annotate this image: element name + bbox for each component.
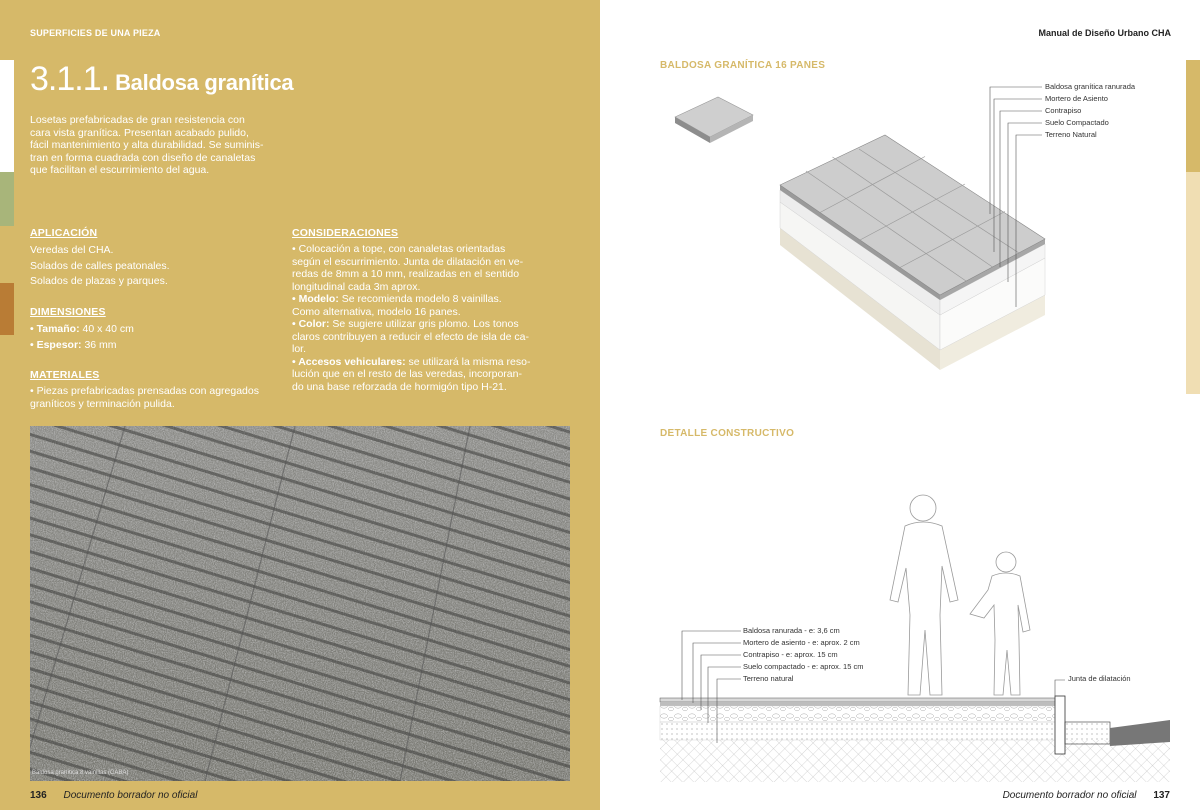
section-terreno-cross (660, 740, 1170, 782)
consideraciones-text (292, 243, 542, 393)
human-silhouettes (880, 490, 1060, 700)
section-contrapiso (660, 706, 1055, 722)
intro-line: tran en forma cuadrada con diseño de canaletas (30, 151, 256, 164)
tile-top (675, 97, 753, 137)
footer-left (30, 790, 197, 801)
modelo-label: • Modelo: (292, 293, 339, 305)
single-tile-drawing (670, 95, 760, 155)
adult-head (910, 495, 936, 521)
iso-label-suelo: Suelo Compactado (1045, 118, 1109, 127)
tile-photo-image (30, 426, 570, 781)
aplicacion-item: Veredas del CHA. (30, 244, 114, 256)
adult-body (890, 522, 958, 695)
right-tab-cream (1186, 172, 1200, 394)
detail-heading: DETALLE CONSTRUCTIVO (660, 428, 795, 439)
right-tab-mustard (1186, 60, 1200, 172)
modelo-line (292, 293, 542, 306)
consideraciones-line: • Colocación a tope, con canaletas orientadas (292, 243, 506, 255)
title-number: 3.1.1. (30, 60, 110, 98)
size-value: 40 x 40 cm (79, 323, 134, 335)
child-head (996, 552, 1016, 572)
child-body (970, 573, 1030, 695)
joint-label: Junta de dilatación (1068, 674, 1131, 683)
aplicacion-list (30, 243, 280, 290)
tile-photo (30, 426, 570, 781)
title-text: Baldosa granítica (115, 70, 294, 95)
intro-line: fácil mantenimiento y alta durabilidad. Se suminis- (30, 139, 264, 151)
accesos-line: lución que en el resto de las veredas, incorporan- (292, 368, 522, 380)
accesos-line: do una base reforzada de hormigón tipo H-21. (292, 380, 507, 393)
detail-label-contrapiso: Contrapiso - e: aprox. 15 cm (743, 650, 838, 659)
chapter-tab-white (0, 60, 14, 172)
detail-label-terreno: Terreno natural (743, 674, 794, 683)
section-header: SUPERFICIES DE UNA PIEZA (30, 28, 161, 38)
color-line: lor. (292, 343, 307, 355)
accesos-text: se utilizará la misma reso- (405, 355, 531, 368)
consideraciones-line: longitudinal cada 3m aprox. (292, 280, 421, 293)
accesos-label: • Accesos vehiculares: (292, 355, 406, 368)
thickness-value: 36 mm (81, 338, 117, 351)
materiales-line: • Piezas prefabricadas prensadas con agregados (30, 385, 259, 397)
thickness-label: • Espesor: (30, 338, 82, 351)
consideraciones-heading: CONSIDERACIONES (292, 227, 399, 239)
aplicacion-item: Solados de plazas y parques. (30, 275, 168, 287)
section-suelo (660, 722, 1055, 740)
iso-label-terreno: Terreno Natural (1045, 130, 1097, 139)
accesos-line (292, 356, 542, 369)
aplicacion-heading: APLICACIÓN (30, 227, 98, 239)
footer-text-left: Documento borrador no oficial (63, 790, 198, 801)
iso-label-contrapiso: Contrapiso (1045, 106, 1082, 115)
chapter-tab-green (0, 172, 14, 226)
footer-text-right: Documento borrador no oficial (1002, 790, 1137, 801)
color-text: Se sugiere utilizar gris plomo. Los tonos (329, 318, 519, 330)
size-label: • Tamaño: (30, 323, 80, 335)
detail-label-baldosa: Baldosa ranurada - e: 3,6 cm (743, 626, 840, 635)
road-surface (1110, 720, 1170, 746)
chapter-tab-orange (0, 283, 14, 335)
dimensiones-heading: DIMENSIONES (30, 306, 106, 318)
iso-label-mortero: Mortero de Asiento (1045, 94, 1108, 103)
modelo-text: Se recomienda modelo 8 vainillas. (338, 293, 502, 305)
intro-line: cara vista granítica. Presentan acabado pulido, (30, 126, 249, 139)
iso-label-baldosa: Baldosa granítica ranurada (1045, 82, 1136, 91)
consideraciones-line: redas de 8mm a 10 mm, realizadas en el sentido (292, 268, 520, 280)
color-line (292, 318, 542, 331)
dimension-size (30, 322, 280, 338)
intro-line: Losetas prefabricadas de gran resistencia con (30, 114, 245, 126)
dimension-thickness (30, 338, 280, 354)
materiales-list (30, 385, 280, 410)
materiales-line: graníticos y terminación pulida. (30, 397, 175, 410)
page-title (30, 60, 293, 99)
modelo-line: Como alternativa, modelo 16 panes. (292, 305, 461, 318)
footer-right (1003, 790, 1170, 801)
joint-leader-line (1050, 678, 1070, 708)
curb-base (1065, 722, 1110, 744)
iso-heading: BALDOSA GRANÍTICA 16 PANES (660, 60, 826, 71)
color-line: claros contribuyen a reducir el efecto de isla de ca- (292, 330, 529, 343)
materiales-heading: MATERIALES (30, 369, 100, 381)
intro-paragraph (30, 114, 280, 177)
aplicacion-item: Solados de calles peatonales. (30, 259, 170, 272)
manual-title: Manual de Diseño Urbano CHA (1038, 28, 1171, 38)
detail-label-mortero: Mortero de asiento - e: aprox. 2 cm (743, 638, 860, 647)
page-number-left: 136 (30, 790, 47, 801)
photo-credit: Baldosa granítica 8 vainillas (CABA) (32, 770, 129, 776)
detail-label-suelo: Suelo compactado - e: aprox. 15 cm (743, 662, 864, 671)
color-label: • Color: (292, 318, 330, 330)
page-number-right: 137 (1153, 790, 1170, 801)
dimensiones-list (30, 322, 280, 353)
consideraciones-line: según el escurrimiento. Junta de dilatación en ve- (292, 255, 524, 268)
intro-line: que facilitan el escurrimiento del agua. (30, 164, 210, 176)
